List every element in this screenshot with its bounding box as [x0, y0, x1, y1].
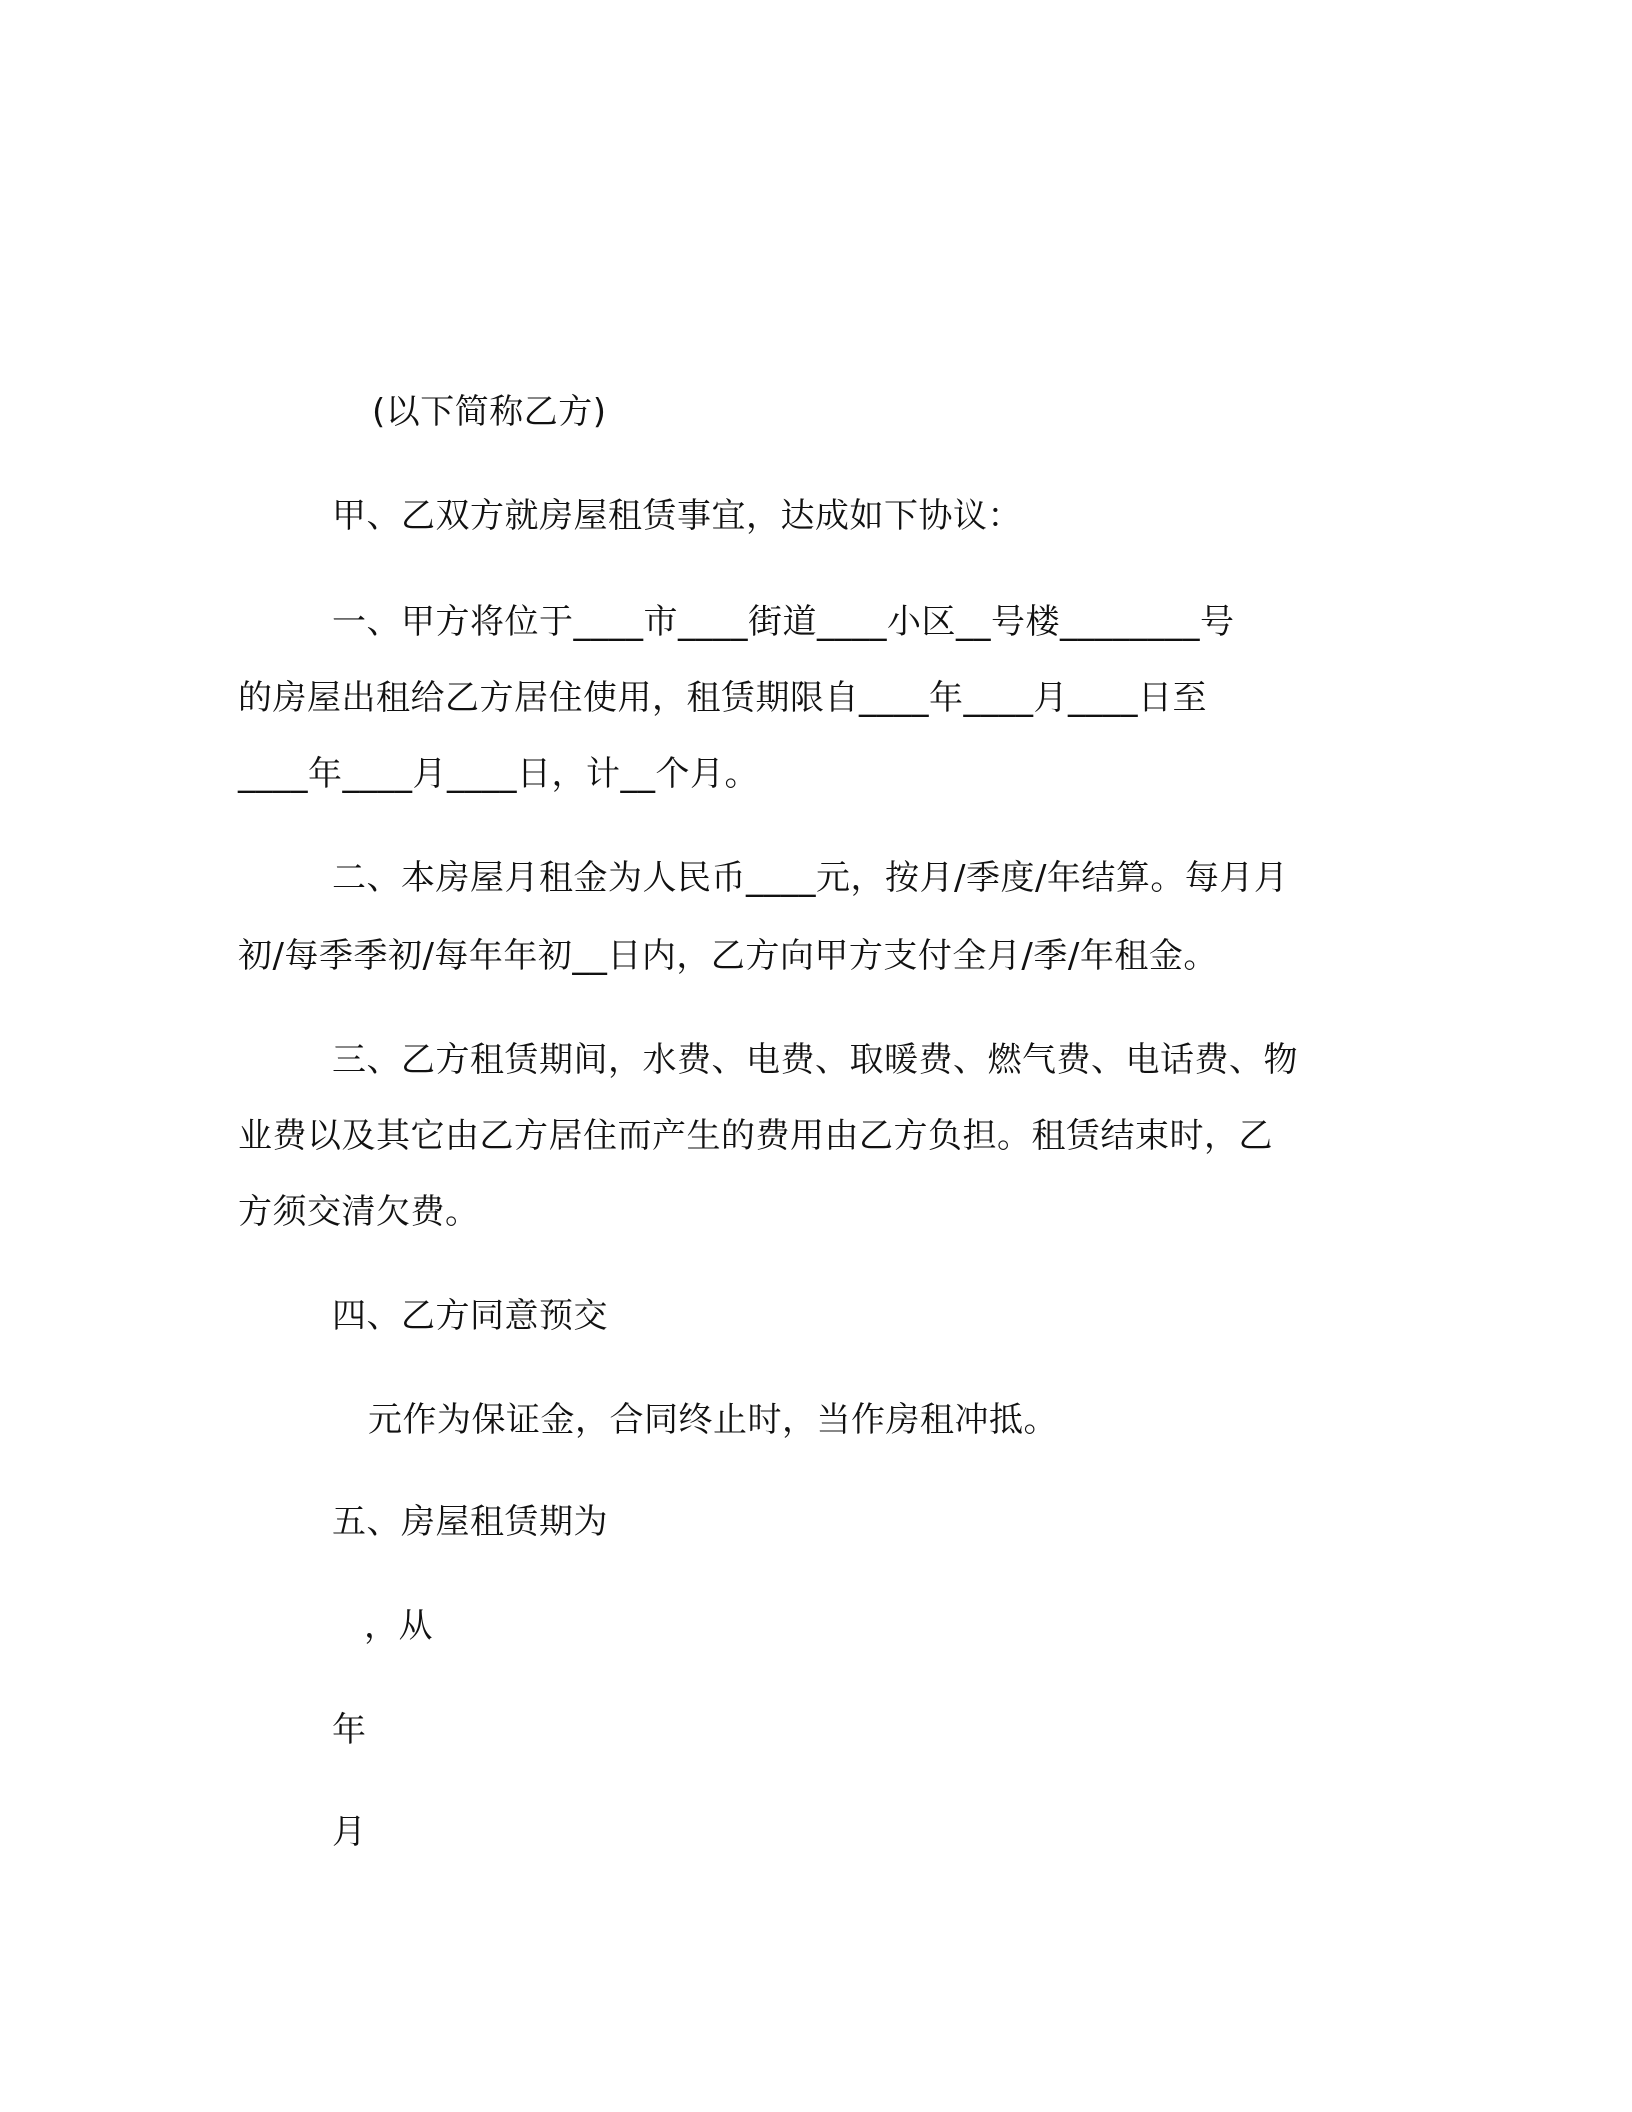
clause-3-line-1: 三、乙方租赁期间，水费、电费、取暖费、燃气费、电话费、物: [332, 1040, 1298, 1080]
clause-4-line-1: 四、乙方同意预交: [332, 1296, 608, 1336]
clause-4-line-2: 元作为保证金，合同终止时，当作房租冲抵。: [368, 1400, 1058, 1440]
clause-1-line-1: 一、甲方将位于____市____街道____小区__号楼________号: [332, 602, 1235, 642]
clause-1-line-3: ____年____月____日，计__个月。: [238, 754, 759, 794]
clause-2-line-2: 初/每季季初/每年年初__日内，乙方向甲方支付全月/季/年租金。: [238, 936, 1218, 976]
clause-3-line-2: 业费以及其它由乙方居住而产生的费用由乙方负担。租赁结束时，乙: [238, 1116, 1273, 1156]
clause-5-month: 月: [332, 1812, 367, 1852]
agreement-intro: 甲、乙双方就房屋租赁事宜，达成如下协议：: [332, 496, 1022, 536]
clause-1-line-2: 的房屋出租给乙方居住使用，租赁期限自____年____月____日至: [238, 678, 1207, 718]
clause-5-line-1: 五、房屋租赁期为: [332, 1502, 608, 1542]
clause-2-line-1: 二、本房屋月租金为人民币____元，按月/季度/年结算。每月月: [332, 858, 1289, 898]
clause-5-year: 年: [332, 1710, 367, 1750]
clause-3-line-3: 方须交清欠费。: [238, 1192, 480, 1232]
party-b-abbreviation: (以下简称乙方): [372, 392, 607, 432]
clause-5-line-2: ，从: [364, 1606, 433, 1646]
